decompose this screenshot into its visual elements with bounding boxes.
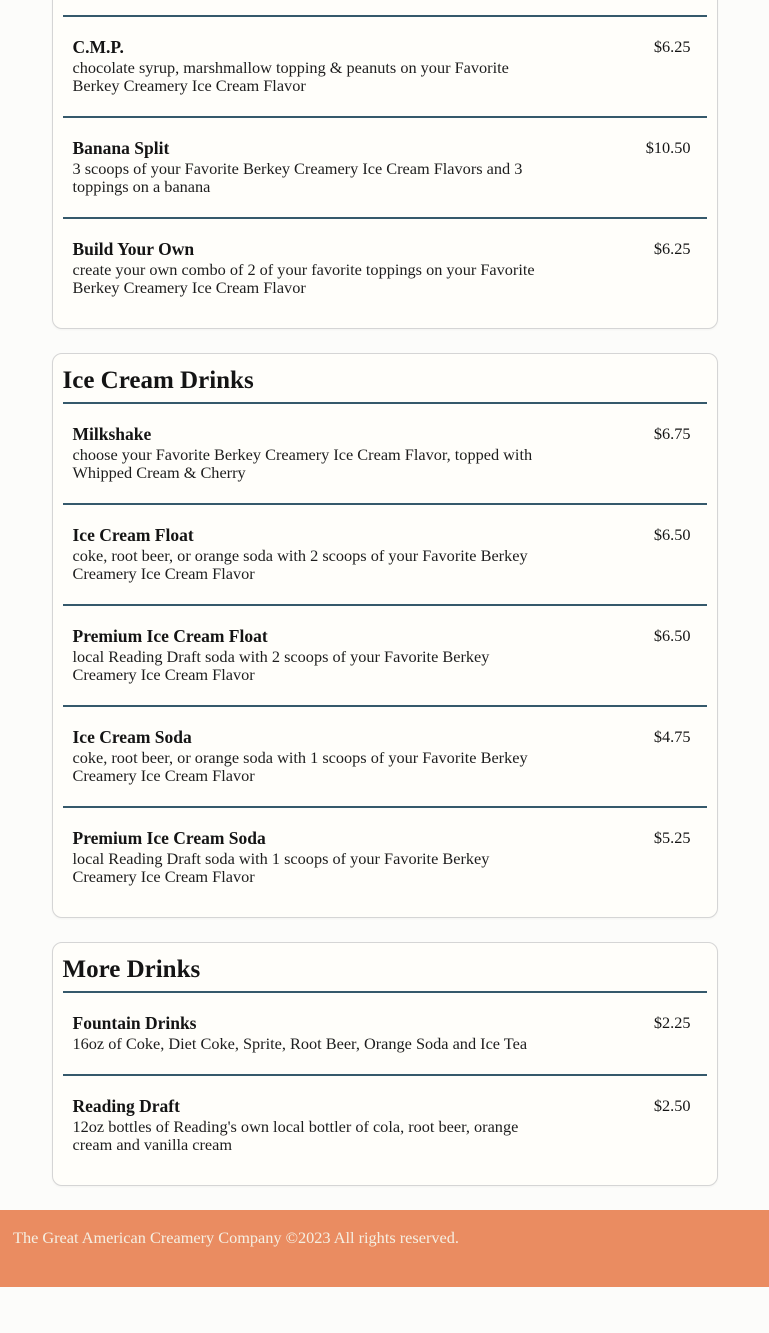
menu-item-name: Fountain Drinks [72, 1013, 197, 1033]
footer-copyright: The Great American Creamery Company ©2023 All rights reserved. [13, 1228, 459, 1247]
menu-item-info [73, 526, 548, 583]
menu-item-price: $6.50 [653, 525, 691, 544]
menu-item-info [73, 425, 548, 482]
menu-item-info [73, 1014, 548, 1053]
menu-section-card [52, 353, 718, 918]
menu-item [63, 604, 707, 705]
menu-item-name: Reading Draft [72, 1096, 180, 1116]
menu-item-description: 3 scoops of your Favorite Berkey Creamery Ice Cream Flavors and 3 toppings on a banana [72, 159, 523, 196]
menu-item-price: $2.50 [653, 1096, 691, 1115]
menu-item-info [73, 829, 548, 886]
section-title: More Drinks [63, 953, 707, 993]
menu-item-name: Build Your Own [72, 239, 195, 259]
menu-item [63, 503, 707, 604]
menu-item-name: C.M.P. [72, 37, 124, 57]
menu-item-info [73, 1097, 548, 1154]
menu-item-price: $6.25 [653, 239, 691, 258]
menu-item-description: local Reading Draft soda with 1 scoops of your Favorite Berkey Creamery Ice Cream Flavor [72, 849, 490, 886]
menu-item-description: local Reading Draft soda with 2 scoops of your Favorite Berkey Creamery Ice Cream Flavor [72, 647, 490, 684]
menu-item [63, 404, 707, 503]
menu-item-info [73, 38, 548, 95]
menu-item-list [63, 15, 707, 318]
menu-item-description: create your own combo of 2 of your favorite toppings on your Favorite Berkey Creamery Ice Cream Flavor [72, 260, 535, 297]
menu-item-list [63, 993, 707, 1175]
menu-item-info [73, 240, 548, 297]
menu-item [63, 217, 707, 318]
menu-item-description: coke, root beer, or orange soda with 2 scoops of your Favorite Berkey Creamery Ice Cream Flavor [72, 546, 528, 583]
menu-item [63, 993, 707, 1074]
menu-item [63, 15, 707, 116]
footer [0, 1210, 769, 1287]
menu-item-price: $5.25 [653, 828, 691, 847]
menu-item-description: 12oz bottles of Reading's own local bottler of cola, root beer, orange cream and vanilla cream [72, 1117, 519, 1154]
menu-section-card [52, 0, 718, 329]
menu-item-description: coke, root beer, or orange soda with 1 scoops of your Favorite Berkey Creamery Ice Cream Flavor [72, 748, 528, 785]
menu-item-name: Premium Ice Cream Soda [72, 828, 266, 848]
menu-item-list [63, 404, 707, 907]
menu-item [63, 116, 707, 217]
menu-item-description: choose your Favorite Berkey Creamery Ice Cream Flavor, topped with Whipped Cream & Cherry [72, 445, 533, 482]
menu-item-name: Ice Cream Float [72, 525, 194, 545]
menu-item [63, 705, 707, 806]
menu-item-info [73, 139, 548, 196]
menu-item-price: $6.75 [653, 424, 691, 443]
section-title: Ice Cream Drinks [63, 364, 707, 404]
menu-section-card [52, 942, 718, 1186]
menu-item-price: $4.75 [653, 727, 691, 746]
menu-item-info [73, 627, 548, 684]
menu-item [63, 1074, 707, 1175]
menu-item-price: $10.50 [645, 138, 691, 157]
menu-item-name: Milkshake [72, 424, 152, 444]
menu-item-name: Ice Cream Soda [72, 727, 192, 747]
menu-item [63, 806, 707, 907]
menu-item-description: chocolate syrup, marshmallow topping & peanuts on your Favorite Berkey Creamery Ice Cream Flavor [72, 58, 509, 95]
menu-item-price: $6.25 [653, 37, 691, 56]
menu-item-name: Banana Split [72, 138, 170, 158]
menu-item-info [73, 728, 548, 785]
menu-item-price: $6.50 [653, 626, 691, 645]
menu-item-price: $2.25 [653, 1013, 691, 1032]
menu-item-description: 16oz of Coke, Diet Coke, Sprite, Root Beer, Orange Soda and Ice Tea [72, 1034, 528, 1053]
menu-item-name: Premium Ice Cream Float [72, 626, 268, 646]
